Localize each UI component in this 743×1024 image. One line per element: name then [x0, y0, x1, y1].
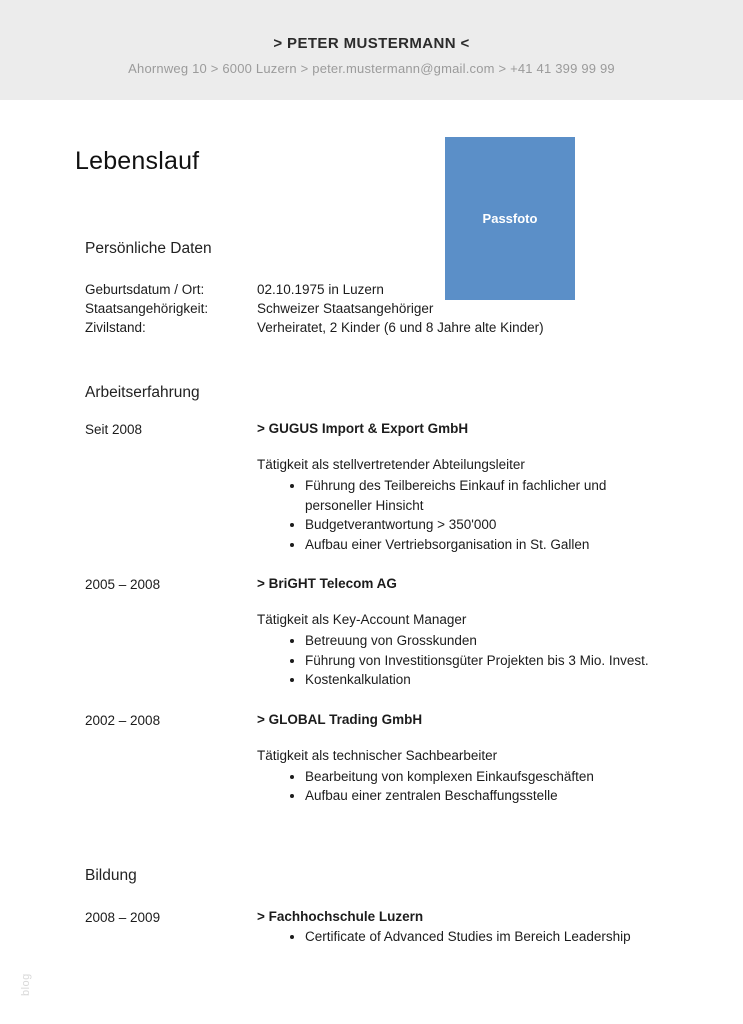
section-heading-education: Bildung [85, 866, 137, 884]
section-heading-experience: Arbeitserfahrung [85, 384, 200, 401]
job-details [257, 574, 649, 690]
job-bullet-list [257, 767, 649, 806]
row-value: 02.10.1975 in Luzern [257, 282, 384, 297]
education-details [257, 907, 649, 947]
section-heading-personal: Persönliche Daten [85, 240, 212, 257]
job-period: 2005 – 2008 [85, 577, 161, 592]
job-role: Tätigkeit als technischer Sachbearbeiter [257, 747, 498, 763]
personal-row-marital-status [85, 318, 683, 337]
watermark: blog [20, 973, 32, 996]
row-label: Staatsangehörigkeit: [85, 301, 209, 316]
job-entry-bright [85, 574, 683, 690]
education-bullet: • Certificate of Advanced Studies im Bereich Leadership [305, 927, 649, 947]
education-section [75, 866, 683, 947]
job-entry-global [85, 710, 683, 806]
job-bullet: • Bearbeitung von komplexen Einkaufsgeschäften [305, 767, 649, 787]
job-role: Tätigkeit als stellvertretender Abteilungsleiter [257, 457, 525, 472]
personal-row-nationality [85, 299, 683, 318]
job-bullet-list [257, 476, 649, 554]
job-company: > BriGHT Telecom AG [257, 576, 397, 591]
education-entry-fachhochschule [85, 907, 683, 947]
education-period: 2008 – 2009 [85, 909, 161, 925]
job-bullet: • Aufbau einer zentralen Beschaffungsstelle [305, 786, 649, 806]
passfoto-label: Passfoto [482, 211, 538, 226]
row-value: Verheiratet, 2 Kinder (6 und 8 Jahre alte Kinder) [257, 320, 544, 335]
experience-section [75, 383, 683, 806]
job-bullet-list [257, 631, 649, 690]
row-value: Schweizer Staatsangehöriger [257, 301, 434, 316]
job-bullet: • Führung von Investitionsgüter Projekten bis 3 Mio. Invest. [305, 651, 649, 671]
education-bullet-list [257, 927, 649, 947]
job-bullet: • Kostenkalkulation [305, 670, 649, 690]
job-company: > GUGUS Import & Export GmbH [257, 421, 469, 436]
person-name: > PETER MUSTERMANN < [273, 35, 470, 52]
job-bullet: • Führung des Teilbereichs Einkauf in fachlicher und personeller Hinsicht [305, 476, 649, 515]
document-body [0, 100, 743, 1024]
job-bullet: • Aufbau einer Vertriebsorganisation in St. Gallen [305, 535, 649, 555]
job-period: Seit 2008 [85, 422, 143, 437]
row-label: Geburtsdatum / Ort: [85, 282, 205, 297]
passport-photo-placeholder [445, 137, 575, 300]
job-bullet: • Betreuung von Grosskunden [305, 631, 649, 651]
document-header [0, 0, 743, 100]
job-entry-gugus [85, 419, 683, 554]
job-role: Tätigkeit als Key-Account Manager [257, 612, 467, 627]
contact-line: Ahornweg 10 > 6000 Luzern > peter.mustermann@gmail.com > +41 41 399 99 99 [128, 61, 615, 76]
personal-row-birthdate [85, 280, 683, 299]
personal-data-rows [85, 280, 683, 337]
job-bullet: • Budgetverantwortung > 350'000 [305, 515, 649, 535]
job-details [257, 710, 649, 806]
education-school: > Fachhochschule Luzern [257, 908, 424, 924]
job-details [257, 419, 649, 554]
page-title: Lebenslauf [75, 147, 200, 175]
job-period: 2002 – 2008 [85, 712, 161, 728]
job-company: > GLOBAL Trading GmbH [257, 711, 423, 727]
row-label: Zivilstand: [85, 320, 146, 335]
personal-data-section [75, 239, 683, 337]
